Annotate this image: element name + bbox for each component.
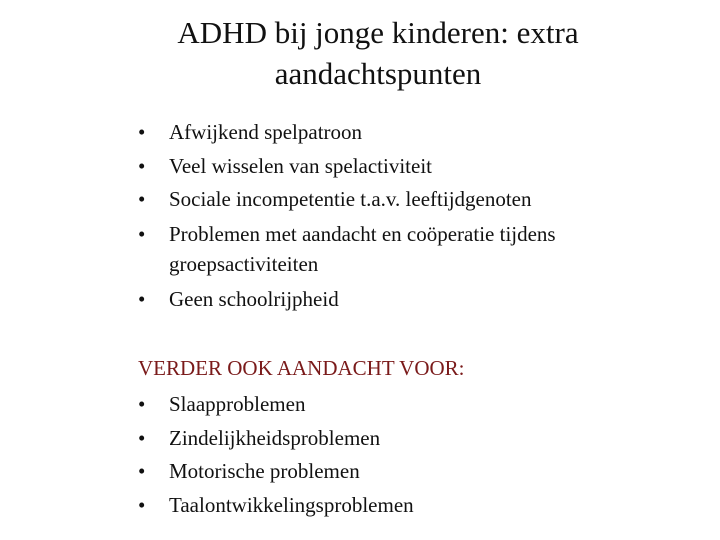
bullet-icon: • — [138, 153, 146, 178]
list-item — [138, 388, 414, 422]
list-item — [138, 455, 414, 489]
section-heading: VERDER OOK AANDACHT VOOR: — [138, 356, 465, 380]
list-item-text: Veel wisselen van spelactiviteit — [169, 153, 433, 178]
bullet-icon: • — [138, 221, 146, 246]
list-item — [138, 150, 556, 184]
bullet-icon: • — [138, 425, 146, 450]
list-item — [138, 116, 556, 150]
bullet-icon: • — [138, 120, 146, 144]
bullet-icon: • — [138, 392, 146, 416]
list-item — [138, 489, 414, 523]
slide-title-line-1: ADHD bij jonge kinderen: extra — [177, 15, 579, 50]
bullet-list-secondary — [138, 388, 414, 522]
slide-title-line-2: aandachtspunten — [274, 56, 482, 91]
bullet-list-main — [138, 116, 556, 316]
list-item-text: Slaapproblemen — [169, 392, 306, 416]
bullet-icon: • — [138, 286, 146, 311]
list-item — [138, 183, 556, 217]
list-item-text: Sociale incompetentie t.a.v. leeftijdgenoten — [169, 187, 532, 211]
list-item-text: Zindelijkheidsproblemen — [169, 425, 381, 450]
bullet-icon: • — [138, 187, 146, 211]
list-item-text: Taalontwikkelingsproblemen — [169, 492, 414, 517]
list-item — [138, 422, 414, 456]
bullet-icon: • — [138, 459, 146, 483]
list-item — [138, 283, 556, 317]
list-item-text: Problemen met aandacht en coöperatie tijdens — [169, 221, 556, 246]
list-item-text: Geen schoolrijpheid — [169, 286, 339, 311]
bullet-icon: • — [138, 492, 146, 517]
slide-title — [100, 12, 656, 94]
list-item — [138, 219, 556, 279]
list-item-text: Motorische problemen — [169, 459, 360, 483]
list-item-text: Afwijkend spelpatroon — [169, 120, 363, 144]
list-item-text-continued: groepsactiviteiten — [169, 251, 319, 276]
